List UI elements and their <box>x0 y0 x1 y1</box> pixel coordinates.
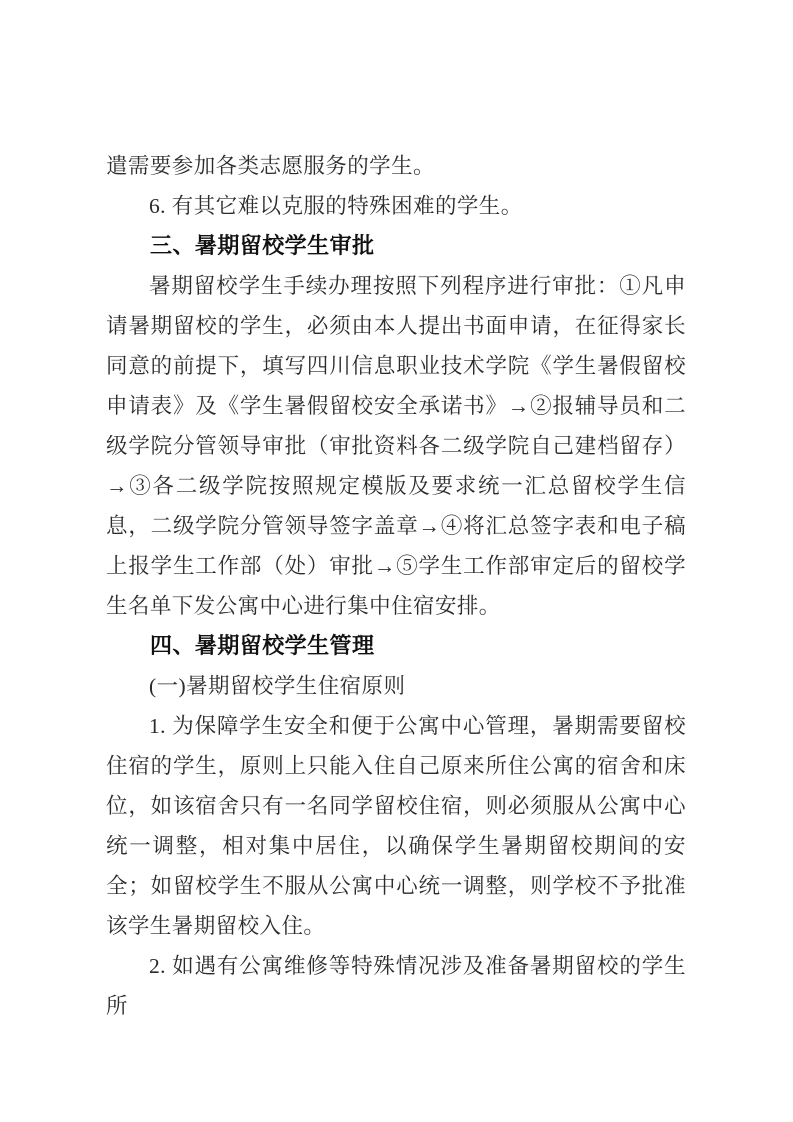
document-content <box>106 146 686 1026</box>
paragraph-accommodation-rule-1: 1. 为保障学生安全和便于公寓中心管理，暑期需要留校住宿的学生，原则上只能入住自己原来所住公寓的宿舍和床位，如该宿舍只有一名同学留校住宿，则必须服从公寓中心统一调整，相对集中居住，以确保学生暑期留校期间的安全；如留校学生不服从公寓中心统一调整，则学校不予批准该学生暑期留校入住。 <box>106 714 686 938</box>
section-heading-approval: 三、暑期留校学生审批 <box>150 233 375 258</box>
numbered-item-6: 6. 有其它难以克服的特殊困难的学生。 <box>149 194 523 218</box>
section-heading-management: 四、暑期留校学生管理 <box>150 633 375 658</box>
paragraph-accommodation-rule-2: 2. 如遇有公寓维修等特殊情况涉及准备暑期留校的学生所 <box>106 954 686 1018</box>
paragraph-continuation: 遣需要参加各类志愿服务的学生。 <box>106 154 435 178</box>
subsection-heading-accommodation-principles: (一)暑期留校学生住宿原则 <box>149 674 406 698</box>
paragraph-approval-procedure: 暑期留校学生手续办理按照下列程序进行审批：①凡申请暑期留校的学生，必须由本人提出书面申请，在征得家长同意的前提下，填写四川信息职业技术学院《学生暑假留校申请表》及《学生暑假留校安全承诺书》→②报辅导员和二级学院分管领导审批（审批资料各二级学院自己建档留存）→③各二级学院按照规定模版及要求统一汇总留校学生信息，二级学院分管领导签字盖章→④将汇总签字表和电子稿上报学生工作部（处）审批→⑤学生工作部审定后的留校学生名单下发公寓中心进行集中住宿安排。 <box>106 274 686 618</box>
